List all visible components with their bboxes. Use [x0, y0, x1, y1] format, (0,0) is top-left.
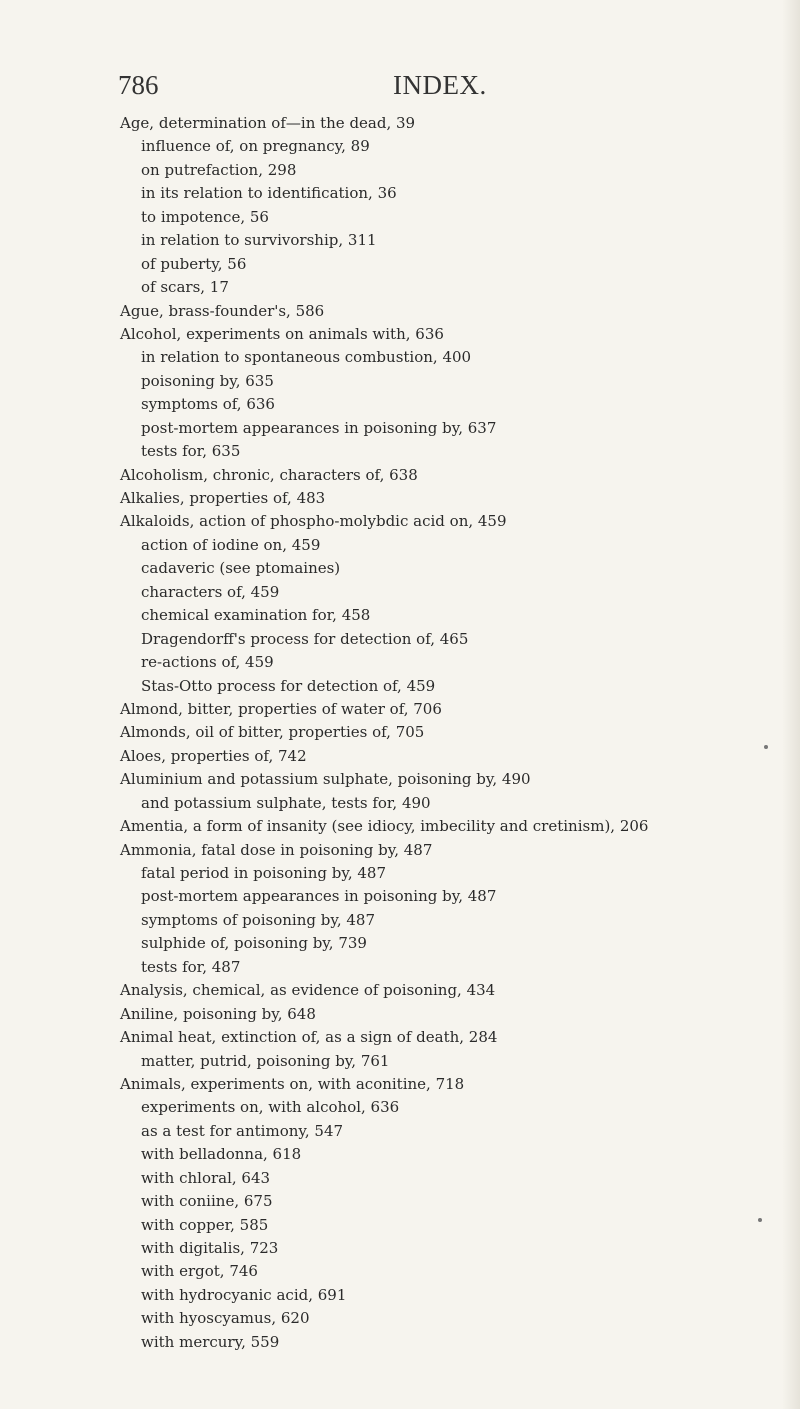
- index-entry: Animals, experiments on, with aconitine, 718: [120, 1074, 465, 1093]
- index-subentry: cadaveric (see ptomaines): [141, 559, 341, 578]
- page-speck: [764, 745, 768, 749]
- index-entry: Aluminium and potassium sulphate, poisoning by, 490: [120, 770, 531, 789]
- index-subentry: experiments on, with alcohol, 636: [141, 1098, 400, 1117]
- index-subentry: action of iodine on, 459: [141, 535, 321, 554]
- index-subentry: with mercury, 559: [141, 1332, 280, 1351]
- index-entry: Alkaloids, action of phospho-molybdic acid on, 459: [120, 512, 507, 531]
- page-number: 786: [118, 70, 159, 100]
- index-subentry: with coniine, 675: [141, 1192, 273, 1211]
- index-entry: Age, determination of—in the dead, 39: [120, 114, 416, 132]
- index-subentry: of puberty, 56: [141, 254, 247, 273]
- index-subentry: fatal period in poisoning by, 487: [141, 864, 387, 882]
- index-subentry: as a test for antimony, 547: [141, 1121, 344, 1140]
- index-subentry: influence of, on pregnancy, 89: [141, 137, 370, 156]
- index-entry: Alcohol, experiments on animals with, 636: [120, 324, 444, 343]
- index-subentry: post-mortem appearances in poisoning by, 487: [141, 887, 497, 906]
- index-subentry: with hyoscyamus, 620: [141, 1309, 310, 1328]
- index-subentry: in its relation to identification, 36: [141, 184, 397, 203]
- index-entry: Alcoholism, chronic, characters of, 638: [120, 465, 418, 484]
- index-subentry: Dragendorff's process for detection of, 465: [141, 629, 469, 648]
- index-subentry: sulphide of, poisoning by, 739: [141, 934, 367, 953]
- index-entry: Almond, bitter, properties of water of, 706: [120, 699, 442, 718]
- index-entry: Ague, brass-founder's, 586: [120, 301, 325, 320]
- index-subentry: post-mortem appearances in poisoning by, 637: [141, 418, 497, 437]
- index-subentry: with chloral, 643: [141, 1168, 271, 1187]
- index-entry: Aniline, poisoning by, 648: [120, 1004, 316, 1023]
- index-subentry: with hydrocyanic acid, 691: [141, 1285, 347, 1304]
- index-subentry: characters of, 459: [141, 582, 280, 601]
- index-subentry: tests for, 635: [141, 442, 241, 461]
- index-subentry: in relation to survivorship, 311: [141, 231, 377, 250]
- index-subentry: and potassium sulphate, tests for, 490: [141, 793, 431, 812]
- index-subentry: with copper, 585: [141, 1215, 269, 1234]
- index-subentry: symptoms of, 636: [141, 395, 275, 414]
- index-subentry: of scars, 17: [141, 278, 229, 297]
- index-entry: Almonds, oil of bitter, properties of, 705: [120, 723, 425, 742]
- index-subentry: matter, putrid, poisoning by, 761: [141, 1051, 390, 1070]
- page-speck: [758, 1218, 762, 1222]
- index-entry: Analysis, chemical, as evidence of poisoning, 434: [120, 981, 496, 1000]
- index-subentry: in relation to spontaneous combustion, 400: [141, 348, 472, 367]
- index-subentry: chemical examination for, 458: [141, 606, 371, 625]
- page-header: [118, 70, 758, 110]
- index-subentry: with digitalis, 723: [141, 1239, 279, 1257]
- index-entry: Amentia, a form of insanity (see idiocy, imbecility and cretinism), 206: [120, 817, 649, 836]
- index-subentry: with ergot, 746: [141, 1262, 258, 1281]
- index-subentry: poisoning by, 635: [141, 371, 274, 390]
- index-entry: Ammonia, fatal dose in poisoning by, 487: [120, 840, 433, 859]
- index-entry: Animal heat, extinction of, as a sign of death, 284: [120, 1028, 498, 1047]
- index-subentry: symptoms of poisoning by, 487: [141, 910, 375, 929]
- index-subentry: tests for, 487: [141, 957, 241, 976]
- index-entry: Aloes, properties of, 742: [120, 746, 307, 765]
- index-subentry: to impotence, 56: [141, 207, 269, 226]
- running-head: INDEX.: [393, 70, 487, 100]
- index-subentry: Stas-Otto process for detection of, 459: [141, 676, 436, 695]
- page-edge-shadow: [782, 0, 800, 1409]
- index-subentry: with belladonna, 618: [141, 1145, 302, 1164]
- index-subentry: on putrefaction, 298: [141, 160, 297, 179]
- index-entry: Alkalies, properties of, 483: [120, 489, 326, 507]
- index-subentry: re-actions of, 459: [141, 653, 274, 672]
- index-list: [120, 112, 800, 1354]
